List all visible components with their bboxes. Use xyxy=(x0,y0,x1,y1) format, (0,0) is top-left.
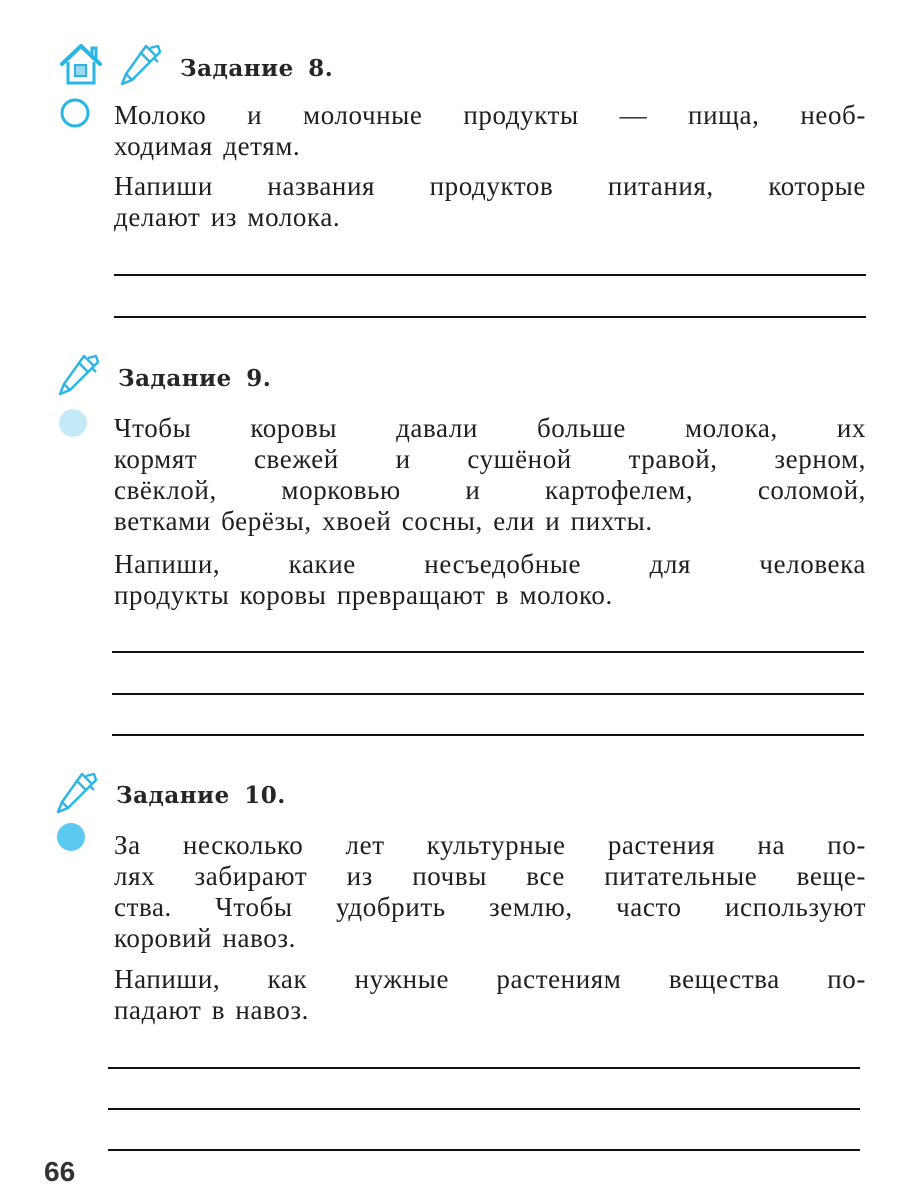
text-line: Напиши названия продуктов питания, которые xyxy=(114,171,866,201)
text-line: Напиши, какие несъедобные для человека xyxy=(114,549,866,579)
answer-line[interactable] xyxy=(108,1149,860,1151)
task-instruction xyxy=(114,964,866,1026)
difficulty-light-circle-icon xyxy=(56,406,90,440)
pencil-icon xyxy=(56,352,100,398)
text-line: кормят свежей и сушёной травой, зерном, xyxy=(114,444,866,474)
page-number: 66 xyxy=(44,1156,76,1187)
task-title: Задание 8. xyxy=(180,54,334,82)
task-instruction xyxy=(114,171,866,233)
text-line: ходимая детям. xyxy=(114,131,301,161)
pencil-icon xyxy=(118,42,162,88)
task-description xyxy=(114,413,866,537)
answer-line[interactable] xyxy=(108,1108,860,1110)
text-line: коровий навоз. xyxy=(114,923,296,953)
task-title: Задание 10. xyxy=(116,781,286,809)
task-instruction xyxy=(114,549,866,611)
answer-line[interactable] xyxy=(114,316,866,318)
answer-line[interactable] xyxy=(112,651,864,653)
house-icon xyxy=(58,42,104,88)
answer-line[interactable] xyxy=(112,693,864,695)
text-line: Чтобы коровы давали больше молока, их xyxy=(114,413,866,443)
task-description xyxy=(114,100,866,162)
text-line: лях забирают из почвы все питательные веще- xyxy=(114,861,866,891)
text-line: За несколько лет культурные растения на по- xyxy=(114,830,866,860)
text-line: падают в навоз. xyxy=(114,995,309,1025)
text-line: ства. Чтобы удобрить землю, часто используют xyxy=(114,892,866,922)
text-line: Напиши, как нужные растениям вещества по- xyxy=(114,964,866,994)
difficulty-filled-circle-icon xyxy=(54,820,88,854)
pencil-icon xyxy=(54,770,98,816)
text-line: ветками берёзы, хвоей сосны, ели и пихты. xyxy=(114,506,653,536)
text-line: делают из молока. xyxy=(114,202,341,232)
answer-line[interactable] xyxy=(108,1067,860,1069)
text-line: свёклой, морковью и картофелем, соломой, xyxy=(114,475,866,505)
task-title: Задание 9. xyxy=(118,364,272,392)
text-line: продукты коровы превращают в молоко. xyxy=(114,580,613,610)
answer-line[interactable] xyxy=(114,274,866,276)
text-line: Молоко и молочные продукты — пища, необ- xyxy=(114,100,866,130)
difficulty-empty-circle-icon xyxy=(58,96,92,130)
task-description xyxy=(114,830,866,954)
answer-line[interactable] xyxy=(112,734,864,736)
